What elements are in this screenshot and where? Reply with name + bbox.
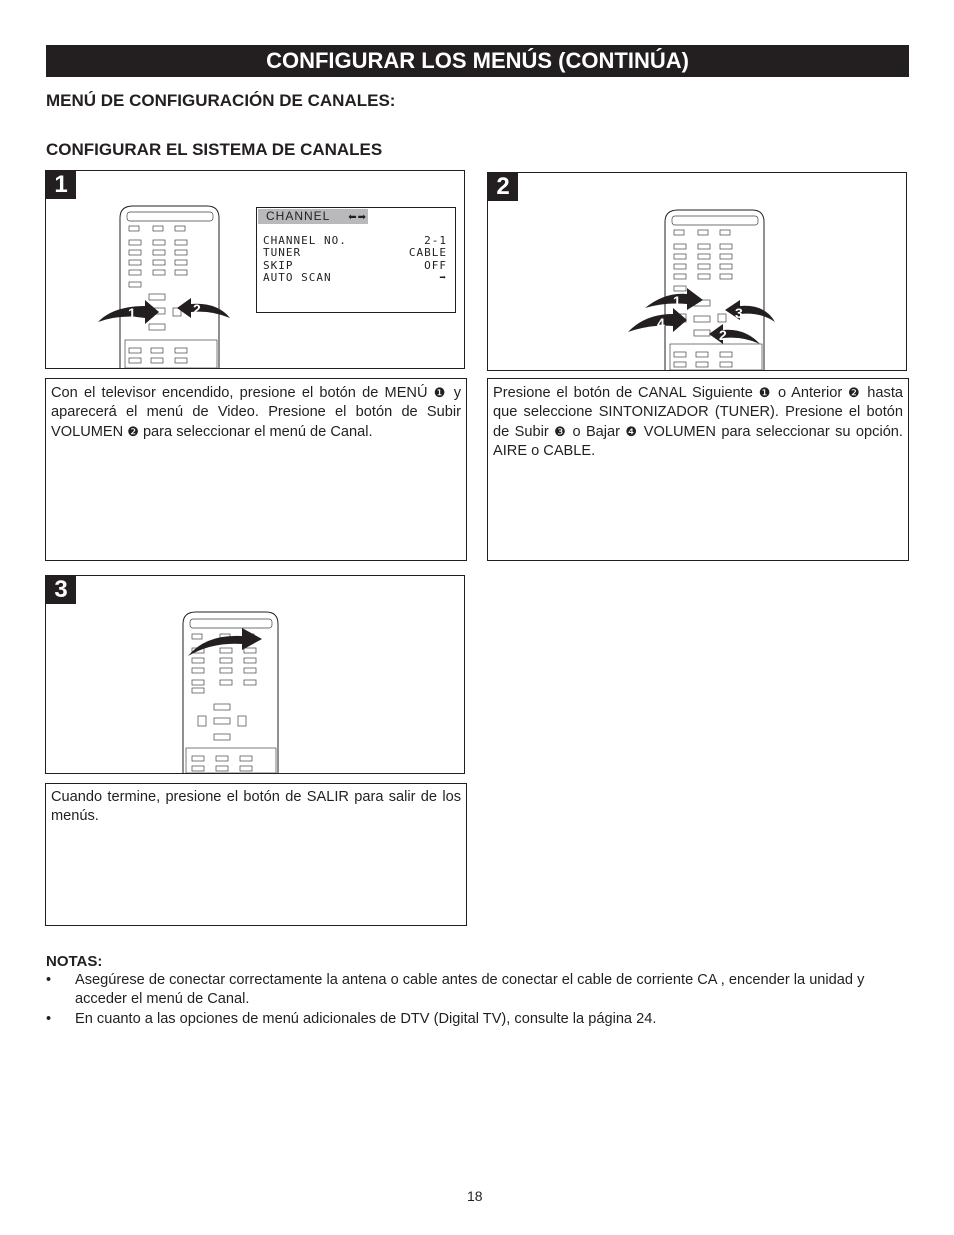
left-right-arrows-icon: ⬅➡ <box>348 212 368 223</box>
callout-1-label: 1 <box>128 305 136 321</box>
callout-2-label: 2 <box>193 301 201 317</box>
step-1-instructions <box>45 378 467 561</box>
note-text: Asegúrese de conectar correctamente la antena o cable antes de conectar el cable de corriente CA , encender la unidad y acceder el menú de Canal. <box>75 972 865 1007</box>
step-2-number: 2 <box>488 173 518 201</box>
subsection-heading: CONFIGURAR EL SISTEMA DE CANALES <box>46 140 383 159</box>
text-run: y aparecerá el menú de Video. Presione el botón de Subir VOLUMEN <box>51 385 461 440</box>
circled-number-icon: ❸ <box>554 424 568 439</box>
remote-control-illustration-1 <box>95 200 245 368</box>
circled-number-icon: ❶ <box>758 385 773 400</box>
text-run: o Anterior <box>772 385 849 401</box>
osd-row-label: AUTO SCAN <box>263 271 332 284</box>
osd-row-label: TUNER <box>263 246 302 259</box>
note-text: En cuanto a las opciones de menú adicionales de DTV (Digital TV), consulte la página 24. <box>75 1011 657 1027</box>
text-run: VOLUMEN para seleccionar su opción. AIRE o CABLE. <box>493 424 903 459</box>
page-number: 18 <box>467 1188 483 1204</box>
section-heading: MENÚ DE CONFIGURACIÓN DE CANALES: <box>46 91 396 110</box>
note-item <box>46 971 906 1011</box>
text-run: hasta que seleccione SINTONIZADOR (TUNER). Presione el botón de Subir <box>493 385 904 440</box>
osd-row <box>263 246 447 259</box>
step-2-instructions <box>487 378 909 561</box>
page-banner-title: CONFIGURAR LOS MENÚS (CONTINÚA) <box>46 45 909 77</box>
note-item <box>46 1010 906 1030</box>
right-arrow-icon: ➡ <box>439 271 447 284</box>
bullet-icon: • <box>46 972 52 988</box>
circled-number-icon: ❹ <box>625 424 639 439</box>
osd-header <box>258 209 368 224</box>
osd-row <box>263 271 447 284</box>
circled-number-icon: ❷ <box>848 385 862 400</box>
text-run: o Bajar <box>567 424 626 440</box>
callout-3-label: 3 <box>735 305 743 321</box>
step-3-number: 3 <box>46 576 76 604</box>
text-run: Presione el botón de CANAL Siguiente <box>493 385 759 401</box>
circled-number-icon: ❷ <box>127 424 139 439</box>
remote-control-illustration-2 <box>625 204 780 370</box>
notes-title: NOTAS: <box>46 953 103 970</box>
osd-row-label: CHANNEL NO. <box>263 234 347 247</box>
osd-row-value: OFF <box>424 259 447 272</box>
bullet-icon: • <box>46 1011 52 1027</box>
channel-osd-menu <box>256 207 456 313</box>
remote-control-illustration-3 <box>180 606 280 773</box>
osd-row-label: SKIP <box>263 259 294 272</box>
callout-1-label: 1 <box>673 293 681 309</box>
text-run: Cuando termine, presione el botón de SALIR para salir de los menús. <box>51 789 461 824</box>
callout-4-label: 4 <box>657 315 665 331</box>
step-1-number: 1 <box>46 171 76 199</box>
callout-2-label: 2 <box>719 327 727 343</box>
osd-header-title: CHANNEL <box>266 209 330 223</box>
osd-row-value: CABLE <box>408 246 447 259</box>
step-3-instructions <box>45 783 467 926</box>
osd-row-value: 2-1 <box>424 234 447 247</box>
text-run: para seleccionar el menú de Canal. <box>138 424 373 440</box>
circled-number-icon: ❶ <box>433 385 448 400</box>
text-run: Con el televisor encendido, presione el botón de MENÚ <box>51 385 434 401</box>
